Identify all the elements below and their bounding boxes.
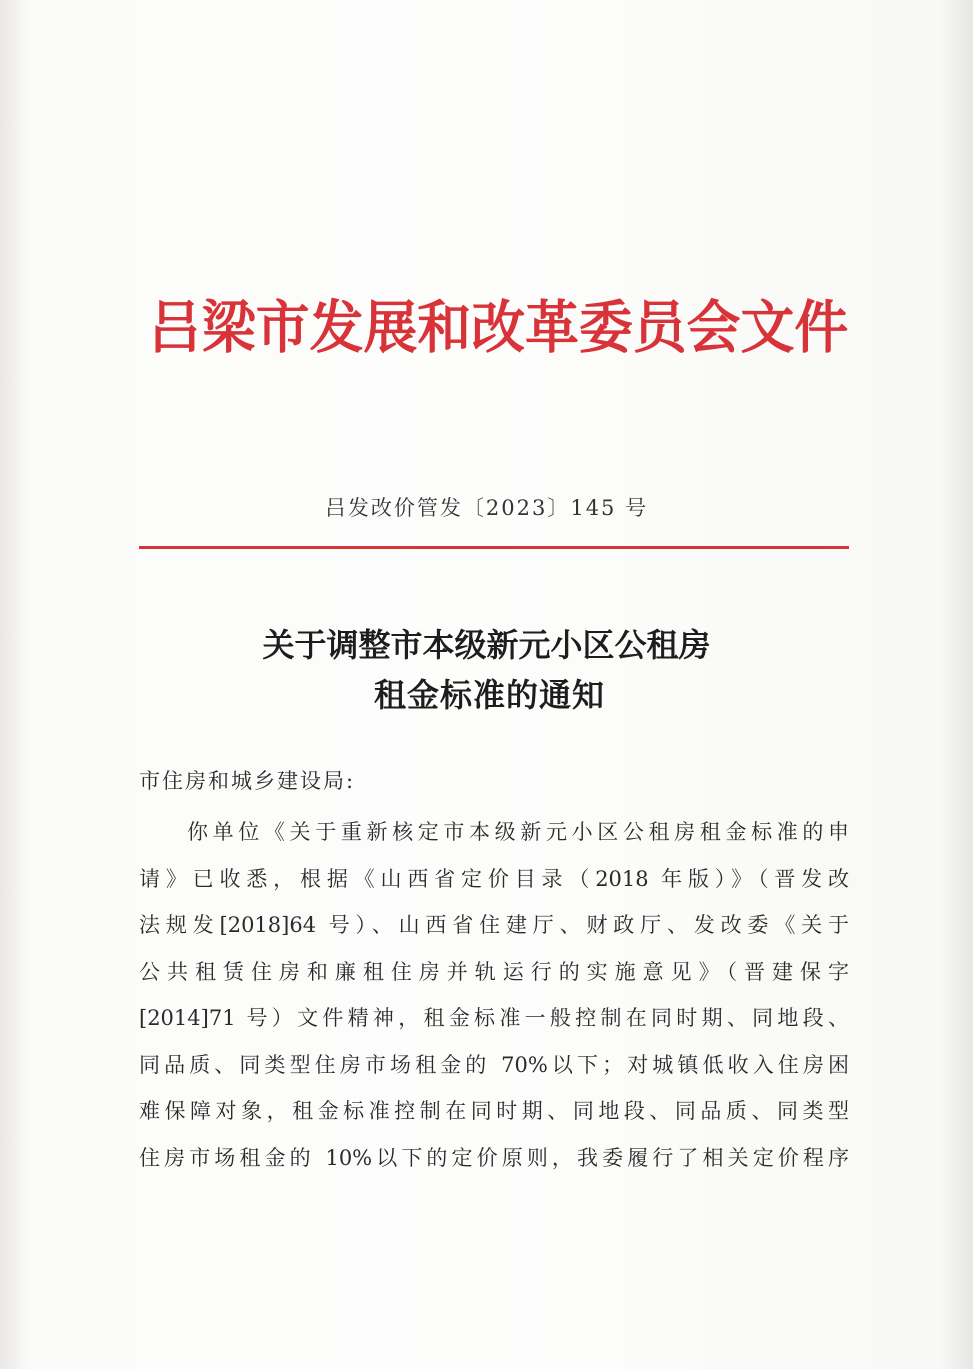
salutation: 市住房和城乡建设局: (139, 769, 356, 793)
masthead-title: 吕梁市发展和改革委员会文件 (148, 294, 849, 361)
notice-title (0, 620, 973, 720)
document-number: 吕发改价管发〔2023〕145 号 (324, 496, 649, 520)
body-line: 同品质、同类型住房市场租金的 70%以下；对城镇低收入住房困 (139, 1052, 849, 1077)
body-paragraph (139, 809, 849, 1181)
body-line: 你单位《关于重新核定市本级新元小区公租房租金标准的申 (187, 820, 849, 844)
body-line: 请》已收悉，根据《山西省定价目录（2018 年版）》（晋发改 (139, 866, 849, 891)
notice-title-line: 租金标准的通知 (373, 676, 605, 714)
body-line: [2014]71 号）文件精神，租金标准一般控制在同时期、同地段、 (139, 1006, 849, 1030)
body-line: 公共租赁住房和廉租住房并轨运行的实施意见》（晋建保字 (139, 959, 849, 984)
notice-title-line: 关于调整市本级新元小区公租房 (262, 626, 711, 664)
body-line: 难保障对象，租金标准控制在同时期、同地段、同品质、同类型 (139, 1099, 849, 1123)
body-line: 住房市场租金的 10%以下的定价原则，我委履行了相关定价程序 (139, 1145, 849, 1170)
body-line: 法规发[2018]64 号）、山西省住建厅、财政厅、发改委《关于 (139, 913, 849, 937)
red-divider-line (139, 546, 849, 549)
